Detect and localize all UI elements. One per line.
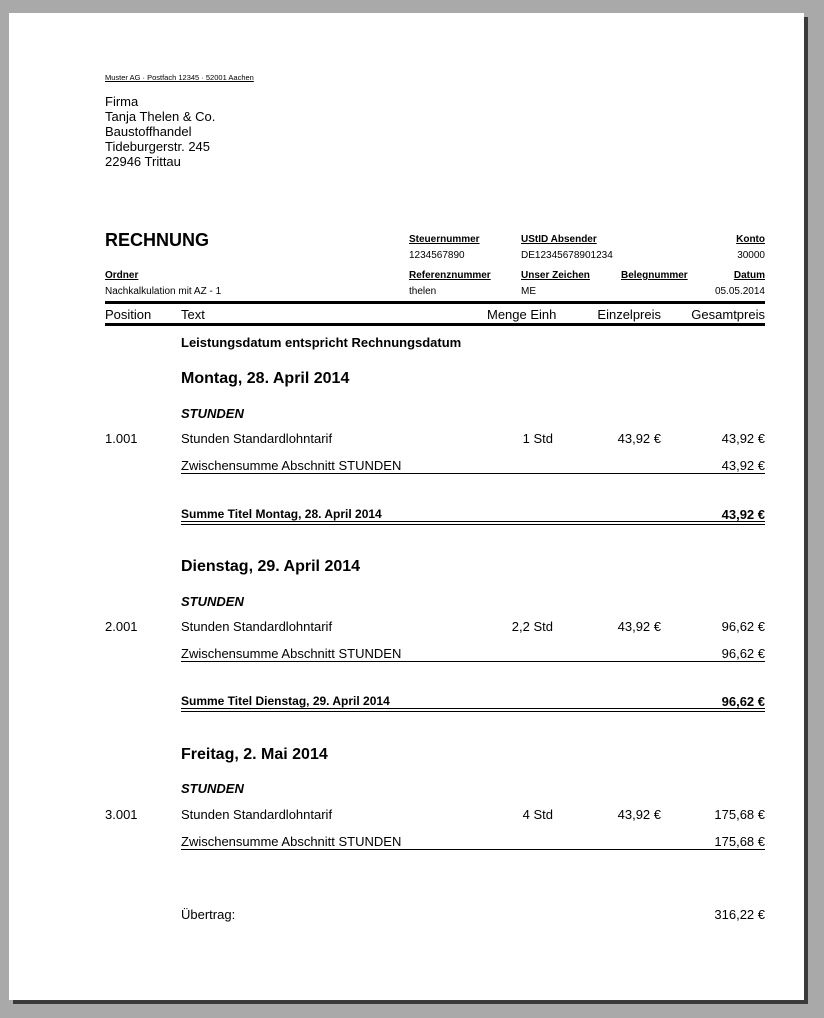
beleg-label: Belegnummer xyxy=(621,270,688,281)
recipient-line: 22946 Trittau xyxy=(105,154,181,169)
ordner-value: Nachkalkulation mit AZ - 1 xyxy=(105,286,222,297)
zeichen-label: Unser Zeichen xyxy=(521,270,590,281)
recipient-line: Baustoffhandel xyxy=(105,124,192,139)
steuernummer-label: Steuernummer xyxy=(409,234,480,245)
sender-line: Muster AG · Postfach 12345 · 52001 Aachen xyxy=(105,73,254,82)
col-gesamtpreis: Gesamtpreis xyxy=(691,307,765,322)
section-date: Freitag, 2. Mai 2014 xyxy=(181,746,328,763)
line-einzelpreis: 43,92 € xyxy=(617,807,661,822)
document-title: RECHNUNG xyxy=(105,230,210,250)
datum-label: Datum xyxy=(733,270,765,281)
datum-value: 05.05.2014 xyxy=(714,286,765,297)
line-gesamtpreis: 96,62 € xyxy=(721,619,765,634)
section-category: STUNDEN xyxy=(181,781,244,796)
subtotal-label: Zwischensumme Abschnitt STUNDEN xyxy=(181,458,402,473)
line-einzelpreis: 43,92 € xyxy=(617,619,661,634)
sum-label: Summe Titel Dienstag, 29. April 2014 xyxy=(181,694,390,708)
sum-value: 43,92 € xyxy=(721,507,765,522)
carry-value: 316,22 € xyxy=(714,907,765,922)
line-position: 1.001 xyxy=(105,431,138,446)
konto-value: 30000 xyxy=(737,250,765,261)
line-gesamtpreis: 43,92 € xyxy=(721,431,765,446)
header-rule-bottom xyxy=(105,323,765,326)
section-category: STUNDEN xyxy=(181,406,244,421)
carry-label: Übertrag: xyxy=(181,907,236,922)
section-category: STUNDEN xyxy=(181,594,244,609)
recipient-line: Firma xyxy=(105,94,139,109)
ustid-label: UStID Absender xyxy=(521,234,597,245)
line-text: Stunden Standardlohntarif xyxy=(181,431,333,446)
subtotal-rule xyxy=(181,849,765,850)
referenz-label: Referenznummer xyxy=(409,270,491,281)
sum-label: Summe Titel Montag, 28. April 2014 xyxy=(181,507,382,521)
line-menge: 2,2 Std xyxy=(511,619,553,634)
sum-value: 96,62 € xyxy=(721,694,765,709)
col-einzelpreis: Einzelpreis xyxy=(597,307,661,322)
intro-text: Leistungsdatum entspricht Rechnungsdatum xyxy=(181,335,462,350)
line-text: Stunden Standardlohntarif xyxy=(181,807,333,822)
line-menge: 1 Std xyxy=(522,431,553,446)
ordner-label: Ordner xyxy=(105,270,139,281)
line-position: 2.001 xyxy=(105,619,138,634)
sum-rule xyxy=(181,708,765,712)
line-menge: 4 Std xyxy=(522,807,553,822)
subtotal-label: Zwischensumme Abschnitt STUNDEN xyxy=(181,646,402,661)
line-gesamtpreis: 175,68 € xyxy=(714,807,765,822)
section-date: Dienstag, 29. April 2014 xyxy=(181,558,361,575)
subtotal-value: 175,68 € xyxy=(714,834,765,849)
ustid-value: DE12345678901234 xyxy=(521,250,613,261)
header-rule-top xyxy=(105,301,765,304)
recipient-line: Tanja Thelen & Co. xyxy=(105,109,216,124)
line-text: Stunden Standardlohntarif xyxy=(181,619,333,634)
subtotal-rule xyxy=(181,661,765,662)
konto-label: Konto xyxy=(736,234,765,245)
col-position: Position xyxy=(105,307,152,322)
line-position: 3.001 xyxy=(105,807,138,822)
subtotal-value: 43,92 € xyxy=(721,458,765,473)
line-einzelpreis: 43,92 € xyxy=(617,431,661,446)
recipient-line: Tideburgerstr. 245 xyxy=(105,139,211,154)
sum-rule xyxy=(181,521,765,525)
steuernummer-value: 1234567890 xyxy=(409,250,465,261)
referenz-value: thelen xyxy=(409,286,437,297)
zeichen-value: ME xyxy=(521,286,536,297)
col-text: Text xyxy=(181,307,205,322)
subtotal-label: Zwischensumme Abschnitt STUNDEN xyxy=(181,834,402,849)
invoice-page xyxy=(9,13,804,1000)
col-menge: Menge Einh xyxy=(487,307,557,322)
section-date: Montag, 28. April 2014 xyxy=(181,370,350,387)
subtotal-rule xyxy=(181,473,765,474)
subtotal-value: 96,62 € xyxy=(721,646,765,661)
